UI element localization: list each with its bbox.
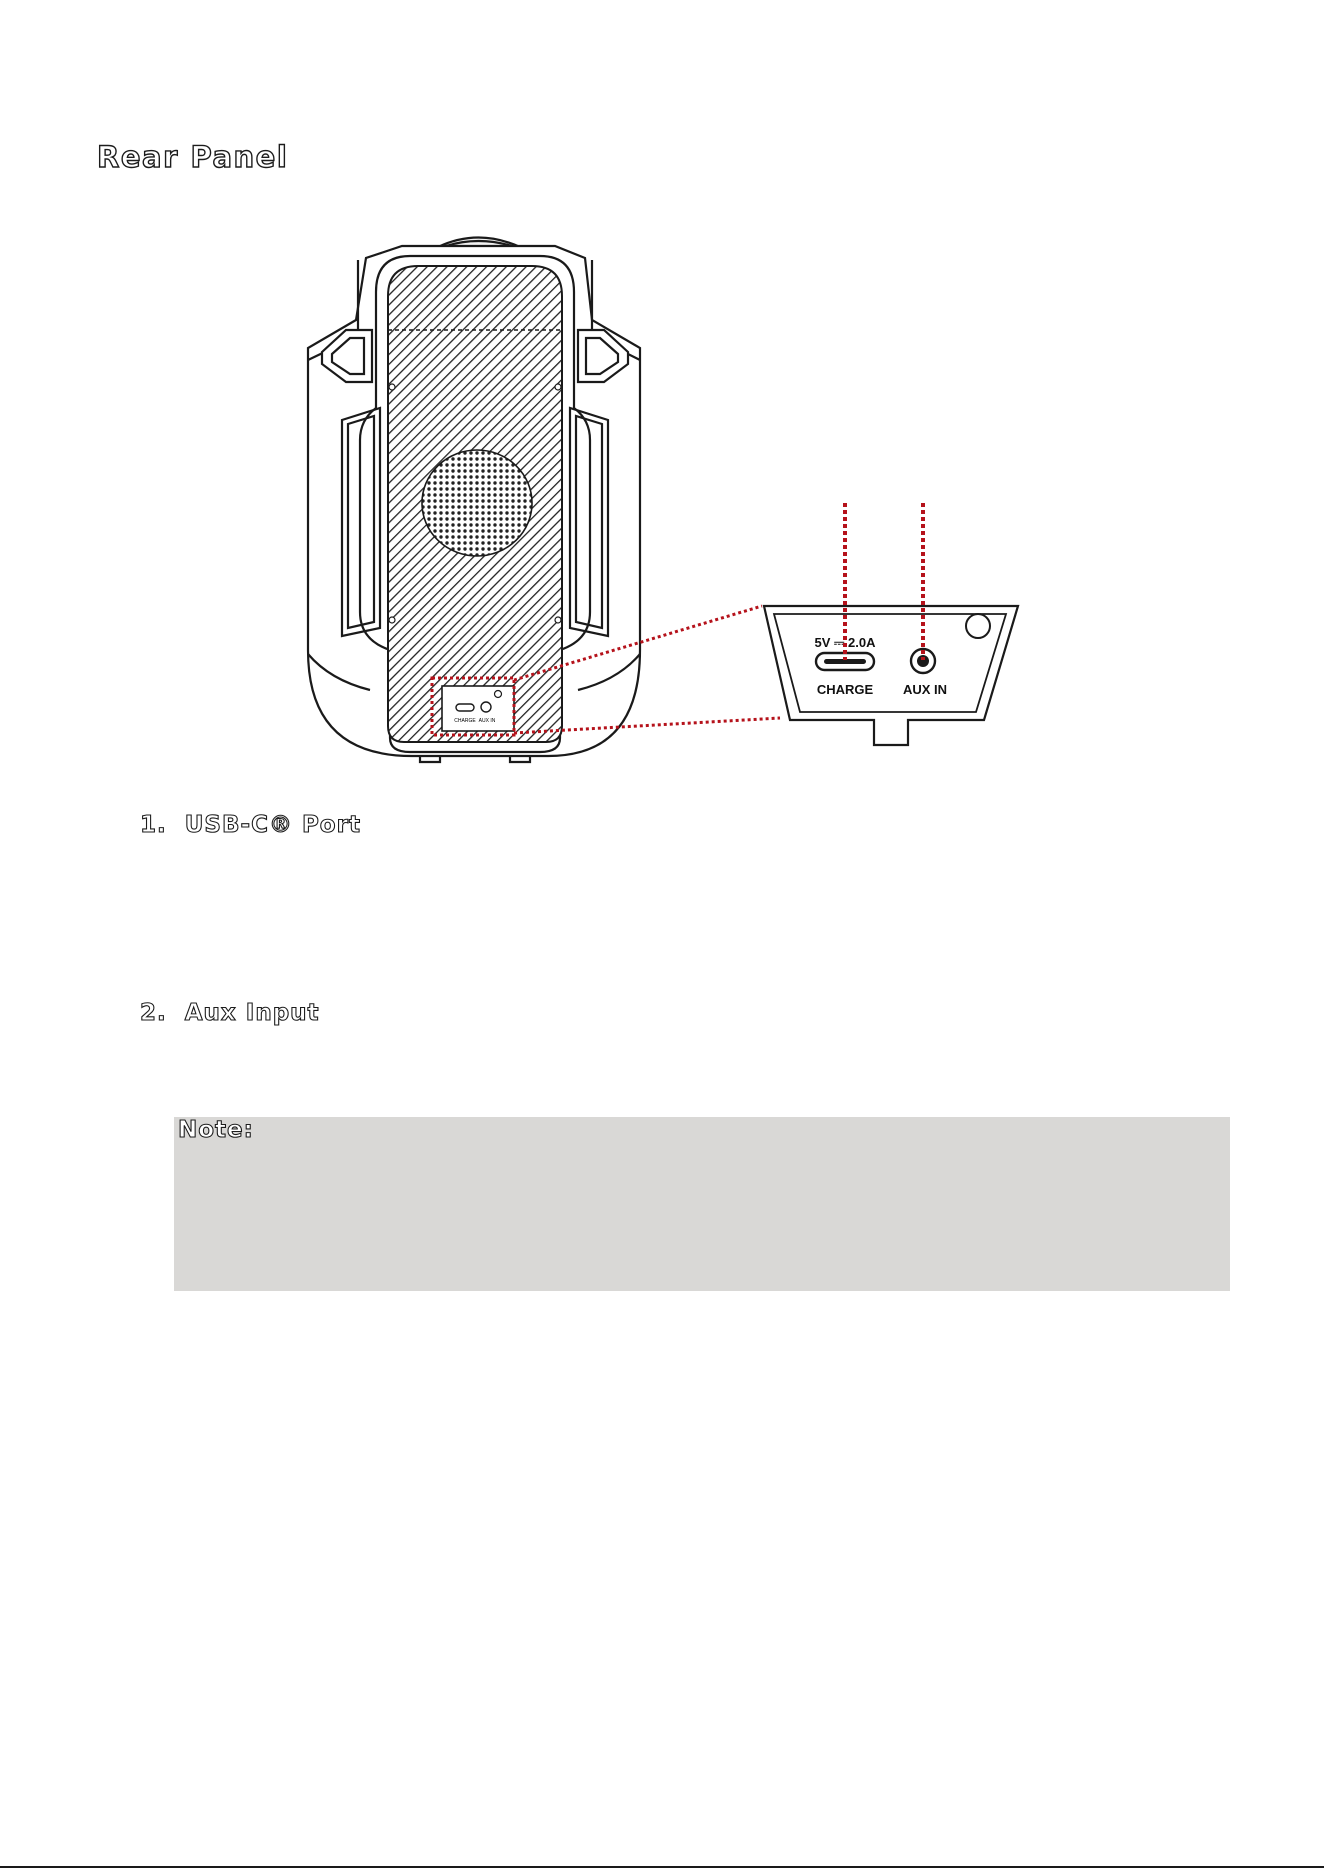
port-callout-enlarged: [764, 606, 1018, 745]
item-title-text: USB-C® Port: [184, 812, 361, 838]
aux-in-label: AUX IN: [902, 682, 948, 697]
rear-panel-illustration: [0, 0, 1324, 800]
small-aux-label: AUX IN: [478, 718, 496, 724]
page-title: Rear Panel: [97, 140, 289, 174]
item-number: 1.: [140, 812, 167, 838]
item-number: 2.: [140, 1000, 167, 1026]
small-port-panel: [442, 686, 514, 731]
woofer-mesh: [422, 450, 532, 556]
charge-rating-label: 5V ⎓ 2.0A: [814, 635, 876, 650]
item-usb-c-title: [140, 812, 361, 838]
footer-rule: [0, 1866, 1324, 1868]
note-label: Note:: [178, 1117, 254, 1143]
small-charge-label: CHARGE: [454, 718, 476, 724]
charge-label: CHARGE: [816, 682, 874, 697]
reset-hole: [966, 614, 990, 638]
item-aux-title: [140, 1000, 320, 1026]
item-title-text: Aux Input: [184, 1000, 320, 1026]
note-box: [174, 1117, 1230, 1291]
